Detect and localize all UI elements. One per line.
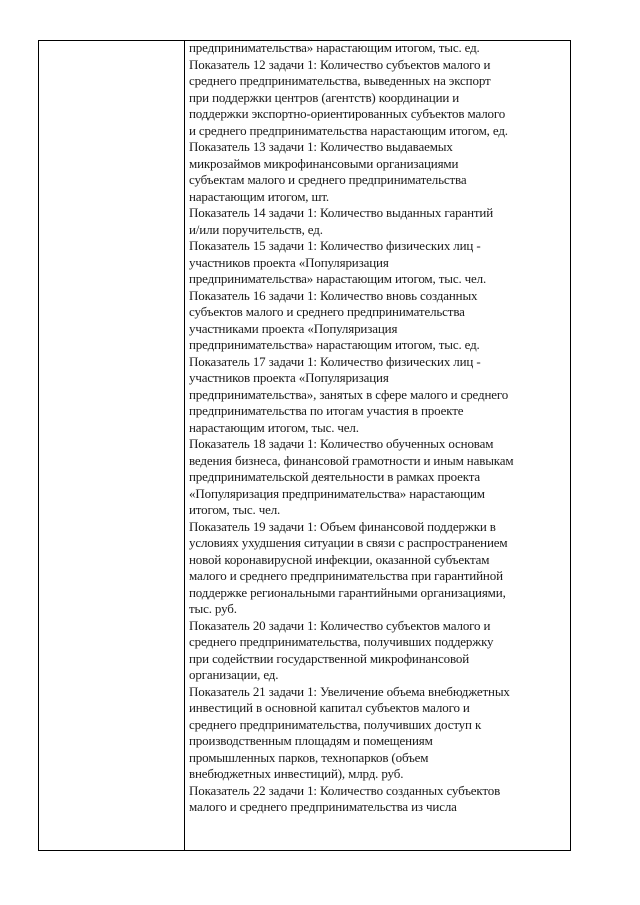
text-line: инвестиций в основной капитал субъектов малого и bbox=[189, 700, 470, 715]
text-line: малого и среднего предпринимательства при гарантийной bbox=[189, 568, 503, 583]
text-line: субъектов малого и среднего предпринимательства bbox=[189, 304, 465, 319]
text-line: Показатель 12 задачи 1: Количество субъектов малого и bbox=[189, 56, 491, 72]
text-line: Показатель 14 задачи 1: Количество выданных гарантий bbox=[189, 205, 494, 220]
text-line: производственным площадям и помещениям bbox=[189, 733, 433, 748]
text-line: среднего предпринимательства, получивших доступ к bbox=[189, 716, 482, 732]
text-line: Показатель 19 задачи 1: Объем финансовой поддержки в bbox=[189, 518, 496, 534]
text-line: и/или поручительств, ед. bbox=[189, 221, 323, 237]
text-line: при содействии государственной микрофинансовой bbox=[189, 650, 469, 666]
text-line: предпринимательства» нарастающим итогом, тыс. ед. bbox=[189, 40, 480, 55]
text-line: поддержке региональными гарантийными организациями, bbox=[189, 584, 506, 600]
text-line: предпринимательства» нарастающим итогом, тыс. ед. bbox=[189, 337, 480, 352]
text-line: и среднего предпринимательства нарастающим итогом, ед. bbox=[189, 122, 508, 138]
text-line: итогом, тыс. чел. bbox=[189, 502, 281, 517]
text-line: среднего предпринимательства, получивших поддержку bbox=[189, 634, 494, 649]
text-line: Показатель 15 задачи 1: Количество физических лиц - bbox=[189, 238, 481, 253]
text-line: организации, ед. bbox=[189, 667, 279, 682]
column-divider bbox=[184, 40, 185, 851]
text-line: предпринимательской деятельности в рамках проекта bbox=[189, 469, 481, 484]
text-line: субъектам малого и среднего предпринимательства bbox=[189, 172, 467, 187]
text-line: условиях ухудшения ситуации в связи с распространением bbox=[189, 535, 508, 550]
text-line: нарастающим итогом, шт. bbox=[189, 188, 330, 204]
text-line: участников проекта «Популяризация bbox=[189, 254, 389, 270]
text-line: при поддержки центров (агентств) координации и bbox=[189, 89, 460, 105]
text-line: малого и среднего предпринимательства из числа bbox=[189, 799, 457, 814]
text-line: новой коронавирусной инфекции, оказанной субъектам bbox=[189, 551, 490, 567]
text-line: поддержки экспортно-ориентированных субъектов малого bbox=[189, 106, 506, 121]
text-line: Показатель 13 задачи 1: Количество выдаваемых bbox=[189, 139, 453, 154]
text-line: промышленных парков, технопарков (объем bbox=[189, 749, 429, 765]
text-line: Показатель 18 задачи 1: Количество обученных основам bbox=[189, 436, 494, 451]
text-line: Показатель 20 задачи 1: Количество субъектов малого и bbox=[189, 617, 491, 633]
text-line: микрозаймов микрофинансовыми организациями bbox=[189, 155, 459, 171]
text-line: предпринимательства» нарастающим итогом, тыс. чел. bbox=[189, 271, 487, 286]
text-line: внебюджетных инвестиций), млрд. руб. bbox=[189, 766, 404, 781]
text-line: участников проекта «Популяризация bbox=[189, 370, 389, 385]
text-line: ведения бизнеса, финансовой грамотности и иным навыкам bbox=[189, 452, 514, 468]
text-line: предпринимательства», занятых в сфере малого и среднего bbox=[189, 386, 509, 402]
text-line: Показатель 17 задачи 1: Количество физических лиц - bbox=[189, 353, 481, 369]
text-line: Показатель 16 задачи 1: Количество вновь созданных bbox=[189, 287, 478, 303]
text-line: участниками проекта «Популяризация bbox=[189, 320, 398, 336]
text-line: тыс. руб. bbox=[189, 601, 237, 616]
text-line: Показатель 21 задачи 1: Увеличение объема внебюджетных bbox=[189, 683, 510, 699]
indicator-text-cell bbox=[189, 40, 570, 816]
text-line: предпринимательства по итогам участия в проекте bbox=[189, 403, 464, 418]
text-line: нарастающим итогом, тыс. чел. bbox=[189, 419, 359, 435]
text-line: среднего предпринимательства, выведенных на экспорт bbox=[189, 73, 491, 88]
left-column-cell bbox=[39, 41, 184, 850]
text-line: Показатель 22 задачи 1: Количество созданных субъектов bbox=[189, 782, 501, 798]
text-line: «Популяризация предпринимательства» нарастающим bbox=[189, 485, 485, 501]
